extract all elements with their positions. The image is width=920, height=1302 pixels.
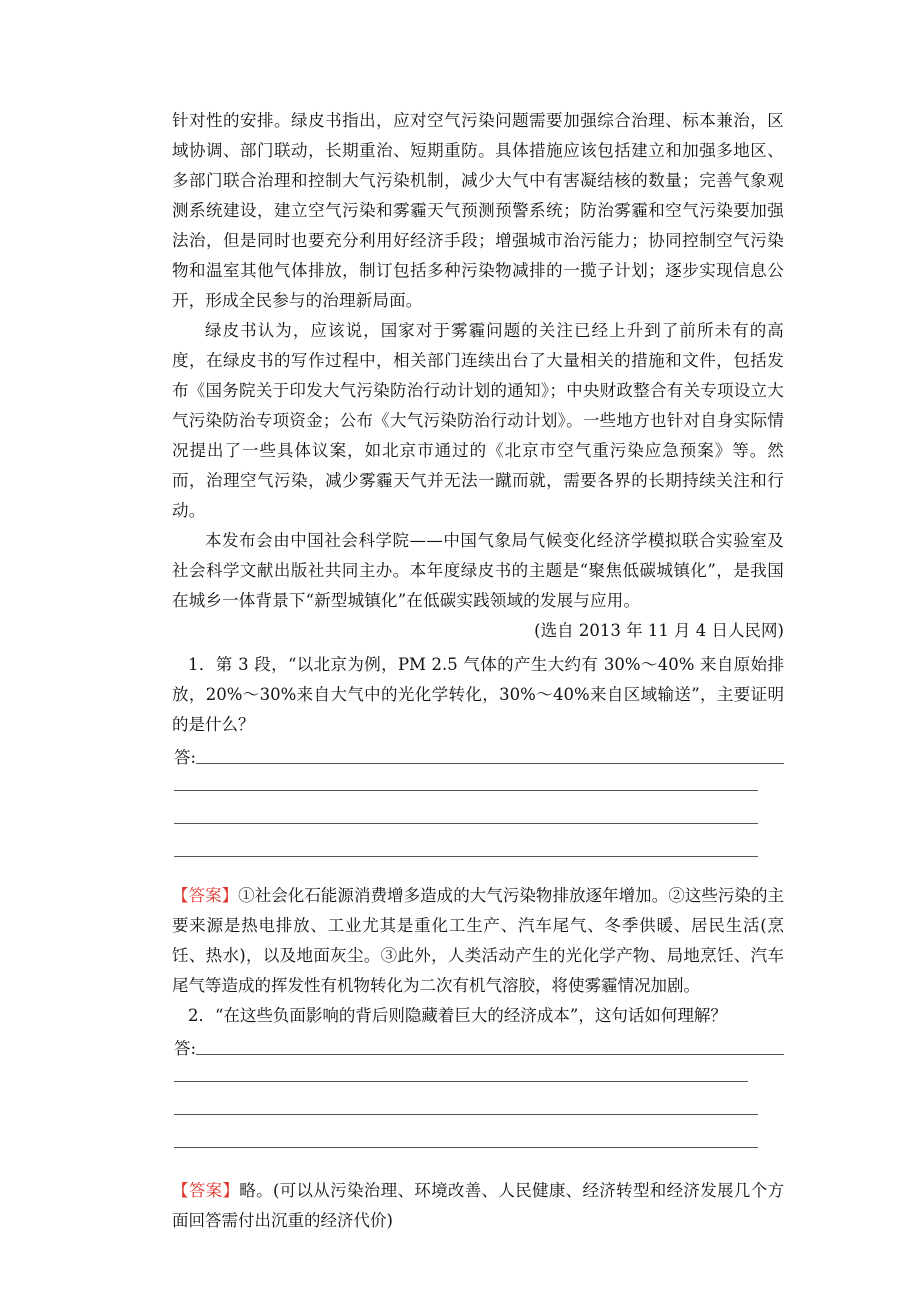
answer-line[interactable] xyxy=(196,751,784,764)
answer-line[interactable] xyxy=(174,1147,758,1148)
answer-row xyxy=(172,801,784,834)
answer-text: ①社会化石能源消费增多造成的大气污染物排放逐年增加。②这些污染的主要来源是热电排放、工业尤其是重化工生产、汽车尾气、冬季供暖、居民生活(烹饪、热水)，以及地面灰尘。③此外，人类活动产生的光化学产物、局地烹饪、汽车尾气等造成的挥发性有机物转化为二次有机气溶胶，将使雾霾情况加剧。 xyxy=(172,886,785,995)
answer-row xyxy=(172,1125,784,1158)
answer-area-2 xyxy=(172,1031,784,1158)
answer-line[interactable] xyxy=(174,823,758,824)
answer-line[interactable] xyxy=(174,1081,748,1082)
source-citation: (选自 2013 年 11 月 4 日人民网) xyxy=(534,621,784,640)
answer-tag: 【答案】 xyxy=(172,1181,240,1200)
paragraph-1: 针对性的安排。绿皮书指出，应对空气污染问题需要加强综合治理、标本兼治，区域协调、部门联动，长期重治、短期重防。具体措施应该包括建立和加强多地区、多部门联合治理和控制大气污染机制，减少大气中有害凝结核的数量；完善气象观测系统建设，建立空气污染和雾霾天气预测预警系统；防治雾霾和空气污染要加强法治，但是同时也要充分利用好经济手段；增强城市治污能力；协同控制空气污染物和温室其他气体排放，制订包括多种污染物减排的一揽子计划；逐步实现信息公开，形成全民参与的治理新局面。 xyxy=(172,111,784,310)
answer-row xyxy=(172,768,784,801)
answer-area-1 xyxy=(172,740,784,867)
answer-line[interactable] xyxy=(174,856,758,857)
question-2: 2．“在这些负面影响的背后则隐藏着巨大的经济成本”，这句话如何理解？ xyxy=(188,1006,727,1025)
question-1: 1．第 3 段，“以北京为例，PM 2.5 气体的产生大约有 30%～40% 来自原始排放，20%～30%来自大气中的光化学转化，30%～40%来自区域输送”，主要证明的是什么？ xyxy=(172,655,784,734)
answer-row xyxy=(172,834,784,867)
answer-row xyxy=(172,1092,784,1125)
paragraph-2: 绿皮书认为，应该说，国家对于雾霾问题的关注已经上升到了前所未有的高度，在绿皮书的写作过程中，相关部门连续出台了大量相关的措施和文件，包括发布《国务院关于印发大气污染防治行动计划的通知》；中央财政整合有关专项设立大气污染防治专项资金；公布《大气污染防治行动计划》。一些地方也针对自身实际情况提出了一些具体议案，如北京市通过的《北京市空气重污染应急预案》等。然而，治理空气污染，减少雾霾天气并无法一蹴而就，需要各界的长期持续关注和行动。 xyxy=(172,321,784,520)
answer-row xyxy=(172,1059,784,1092)
answer-row xyxy=(172,1031,784,1059)
answer-label: 答: xyxy=(174,1039,197,1058)
answer-row xyxy=(172,740,784,768)
answer-label: 答: xyxy=(174,748,197,767)
document-page xyxy=(172,106,784,1236)
answer-line[interactable] xyxy=(196,1042,784,1055)
answer-2 xyxy=(172,1176,784,1236)
answer-line[interactable] xyxy=(174,790,758,791)
answer-text: 略。(可以从污染治理、环境改善、人民健康、经济转型和经济发展几个方面回答需付出沉重的经济代价) xyxy=(172,1181,785,1230)
paragraph-3: 本发布会由中国社会科学院——中国气象局气候变化经济学模拟联合实验室及社会科学文献出版社共同主办。本年度绿皮书的主题是“聚焦低碳城镇化”，是我国在城乡一体背景下“新型城镇化”在低碳实践领域的发展与应用。 xyxy=(172,531,784,610)
answer-line[interactable] xyxy=(174,1114,758,1115)
answer-1 xyxy=(172,881,784,1001)
answer-tag: 【答案】 xyxy=(172,886,239,905)
